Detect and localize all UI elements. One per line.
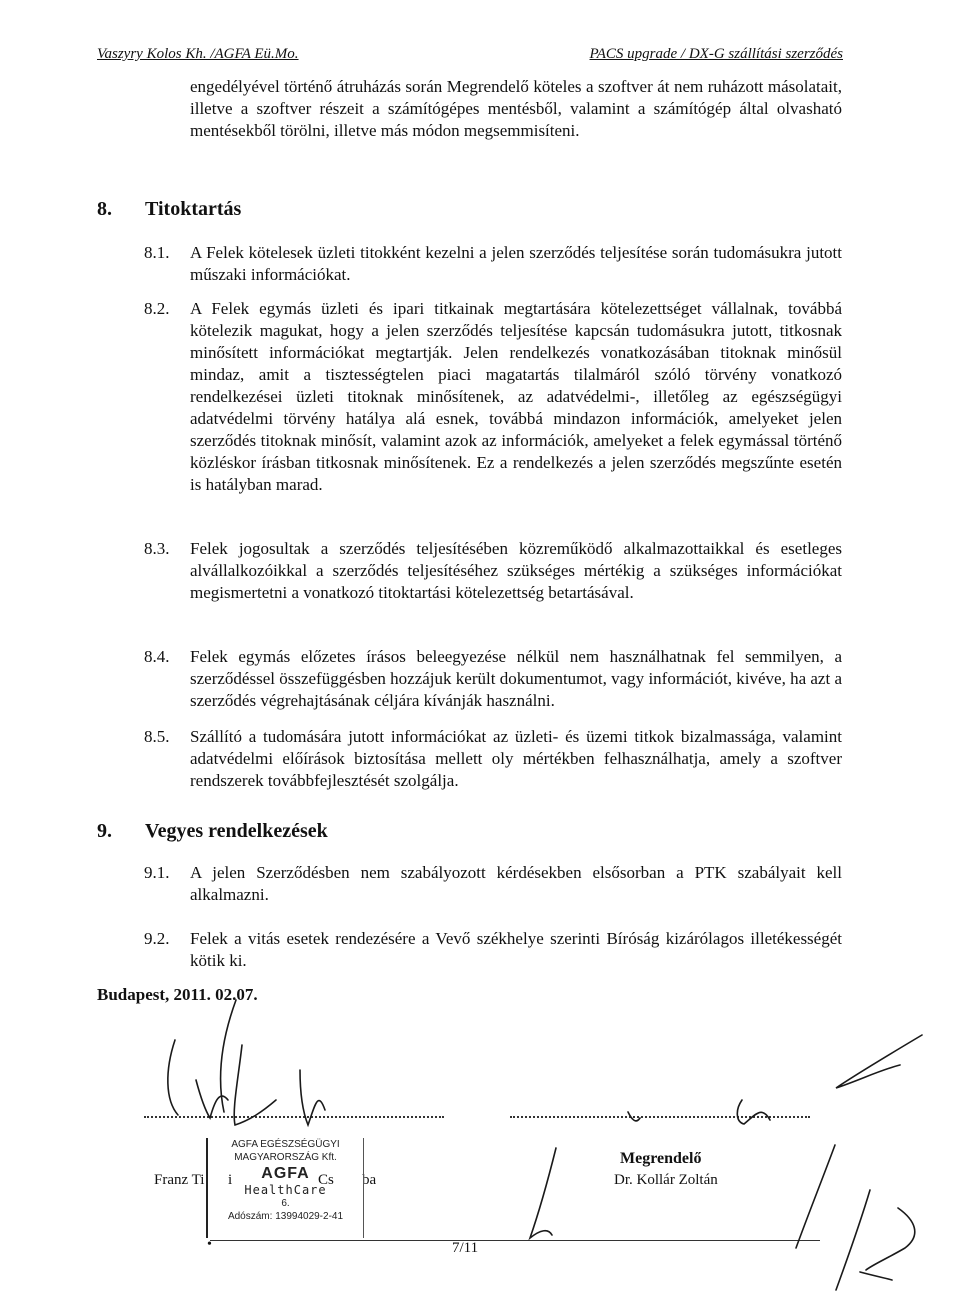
right-signature-stroke bbox=[836, 1035, 922, 1088]
signature-line-left bbox=[144, 1116, 444, 1118]
clause-8-2 bbox=[144, 298, 842, 496]
footer-rule bbox=[210, 1240, 820, 1241]
stamp-line-2: MAGYARORSZÁG Kft. bbox=[234, 1152, 337, 1163]
clause-number: 8.4. bbox=[144, 647, 170, 666]
section-9-title: Vegyes rendelkezések bbox=[145, 820, 328, 842]
clause-number: 8.2. bbox=[144, 299, 170, 318]
clause-text: A Felek egymás üzleti és ipari titkainak megtartására kötelezettséget vállalnak, továbbá kötelezik magukat, hogy a jelen szerződés teljesítése kapcsán tudomásukra jutott, titkosnak minősített információkat megtartják. Jelen rendelkezés vonatkozásában titoknak minősül mindaz, amit a tisztességtelen piaci magatartás tilalmáról szóló törvény vonatkozó rendelkezései üzleti titoknak minősítenek, az adatvédelmi-, illetőleg az egészségügyi adatvédelmi törvény hatálya alá esnek, továbbá mindazon információk, amelyeket jelen szerződés titoknak minősít, valamint azok az információk, amelyeket a felek egymással történő közléskor írásban titkosnak minősítenek. Ez a rendelkezés a jelen szerződés megszűnte esetén is hatályban marad. bbox=[190, 299, 842, 494]
left-signature-stroke bbox=[196, 1080, 228, 1118]
stamp-line-1: AGFA EGÉSZSÉGÜGYI bbox=[231, 1139, 340, 1150]
place-date: Budapest, 2011. 02.07. bbox=[97, 985, 258, 1004]
clause-9-2 bbox=[144, 928, 842, 972]
stamp-logo: AGFA bbox=[261, 1165, 310, 1182]
right-signature-stroke bbox=[866, 1208, 915, 1270]
left-signature-stroke bbox=[221, 1000, 236, 1112]
left-signatory-name-suffix-a: Cs bbox=[318, 1172, 334, 1188]
page-number: 7/11 bbox=[452, 1240, 479, 1256]
header-left: Vaszyry Kolos Kh. /AGFA Eü.Mo. bbox=[97, 46, 299, 62]
clause-number: 9.2. bbox=[144, 929, 170, 948]
clause-text: A jelen Szerződésben nem szabályozott kérdésekben elsősorban a PTK szabályait kell alkalmazni. bbox=[190, 863, 842, 904]
left-signature-stroke bbox=[168, 1040, 178, 1115]
right-signature-stroke bbox=[530, 1148, 556, 1238]
section-9-number: 9. bbox=[97, 820, 112, 842]
clause-8-5 bbox=[144, 726, 842, 792]
section-9-heading bbox=[97, 820, 328, 843]
stamp-line-6: Adószám: 13994029-2-41 bbox=[227, 1211, 344, 1222]
signature-line-right bbox=[510, 1116, 810, 1118]
stamp-line-4: HealthCare bbox=[244, 1183, 327, 1197]
right-signature-stroke bbox=[836, 1190, 870, 1290]
clause-8-4 bbox=[144, 646, 842, 712]
right-signature-stroke bbox=[860, 1272, 892, 1280]
clause-text: Felek jogosultak a szerződés teljesítésében közreműködő alkalmazottaikkal és esetleges alvállalkozóikkal a szerződés teljesítéséhez szükséges mértékig a szükséges információkat megismertetni a vonatkozó titoktartási kötelezettség betartásával. bbox=[190, 539, 842, 602]
left-signatory-name-prefix: Franz Ti bbox=[154, 1172, 205, 1188]
clause-number: 8.1. bbox=[144, 243, 170, 262]
left-signatory-name-suffix-b: ba bbox=[362, 1172, 377, 1188]
right-signature-stroke bbox=[796, 1145, 835, 1248]
clause-number: 8.3. bbox=[144, 539, 170, 558]
clause-9-1 bbox=[144, 862, 842, 906]
stamp-line-5: 6. bbox=[281, 1198, 290, 1209]
right-signatory-role: Megrendelő bbox=[620, 1150, 702, 1167]
clause-text: Szállító a tudomására jutott információkat az üzleti- és üzemi titkok bizalmassága, valamint adatvédelmi előírások biztosítása mellett oly mértékben felhasználhatja, amely a szoftver rendszerek továbbfejlesztését szolgálja. bbox=[190, 727, 842, 790]
clause-number: 9.1. bbox=[144, 863, 170, 882]
clause-text: Felek egymás előzetes írásos beleegyezése nélkül nem használhatnak fel semmilyen, a szerződéssel összefüggésben hozzájuk került dokumentumot, vagy információt, kivéve, ha azt a szerződés végrehajtásának céljára kívánják használni. bbox=[190, 647, 842, 710]
header-right: PACS upgrade / DX-G szállítási szerződés bbox=[589, 46, 843, 62]
clause-8-3 bbox=[144, 538, 842, 604]
right-signatory-name: Dr. Kollár Zoltán bbox=[614, 1172, 718, 1188]
section-8-title: Titoktartás bbox=[145, 198, 242, 220]
company-stamp bbox=[206, 1138, 364, 1238]
left-signatory-name-mid: i bbox=[228, 1172, 233, 1188]
clause-8-1 bbox=[144, 242, 842, 286]
section-8-heading bbox=[97, 198, 241, 221]
left-signature-stroke bbox=[234, 1045, 276, 1125]
intro-paragraph: engedélyével történő átruházás során Megrendelő köteles a szoftver át nem ruházott másolatait, illetve a szoftver részeit a számítógépes mentésből, valamint a számítógép által olvasható mentésekből törölni, illetve más módon megsemmisíteni. bbox=[190, 77, 842, 140]
clause-text: A Felek kötelesek üzleti titokként kezelni a jelen szerződés teljesítése során tudomásukra jutott műszaki információkat. bbox=[190, 243, 842, 284]
clause-text: Felek a vitás esetek rendezésére a Vevő székhelye szerinti Bíróság kizárólagos illetékességét kötik ki. bbox=[190, 929, 842, 970]
section-8-number: 8. bbox=[97, 198, 112, 220]
clause-number: 8.5. bbox=[144, 727, 170, 746]
right-signature-stroke bbox=[737, 1100, 770, 1124]
footer-bullet: • bbox=[207, 1237, 212, 1252]
